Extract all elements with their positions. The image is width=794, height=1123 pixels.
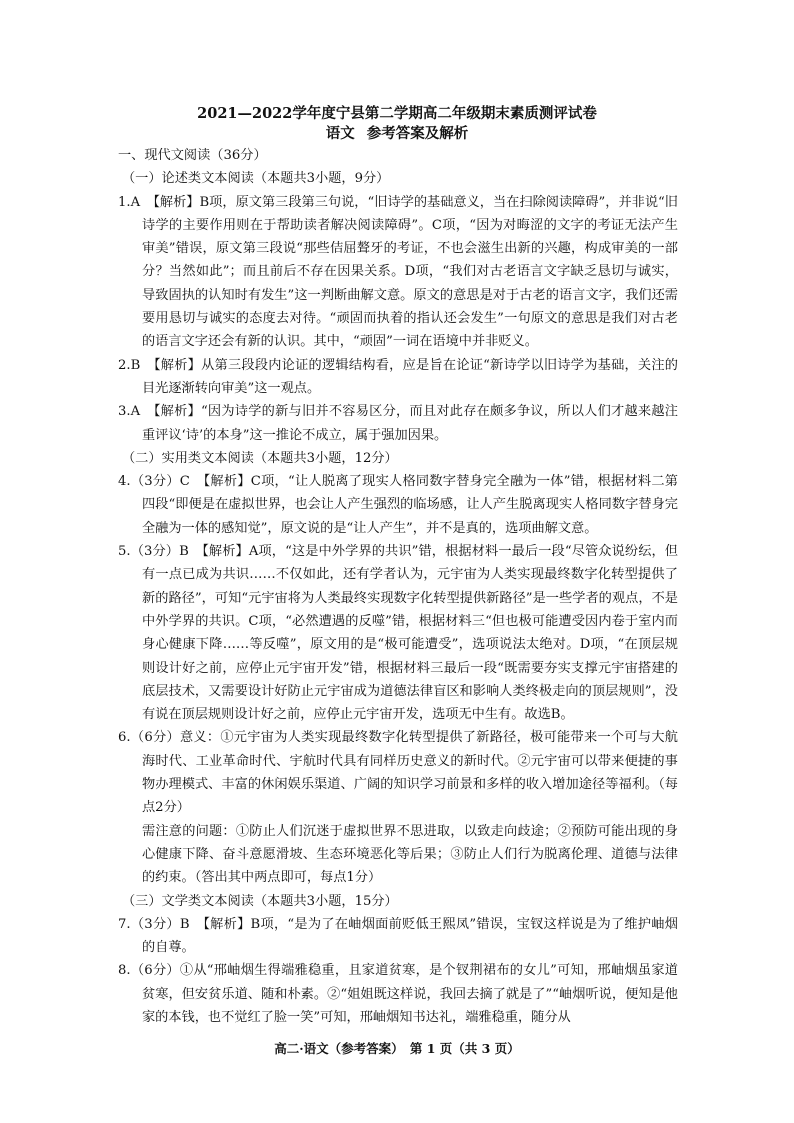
answer-item: 2.B 【解析】从第三段段内论证的逻辑结构看，应是旨在论证“新诗学以旧诗学为基础，关注的目光逐渐转向审美”这一观点。 — [118, 357, 678, 396]
subject-label: 语文 — [325, 125, 355, 142]
section-heading: 一、现代文阅读（36分） — [118, 148, 267, 163]
answer-item: 6.（6分）意义：①元宇宙为人类实现最终数字化转型提供了新路径，极可能带来一个可与大航海时代、工业革命时代、宇航时代具有同样历史意义的新时代。②元宇宙可以带来便捷的事物办理模式、丰富的休闲娱乐渠道、广阔的知识学习前景和多样的收入增加途径等福利。（每点2分） — [118, 730, 678, 816]
subsection-heading: （三）文学类文本阅读（本题共3小题，15分） — [122, 893, 398, 909]
answer-item: 7.（3分）B 【解析】B项，“是为了在岫烟面前贬低王熙凤”错误，宝钗这样说是为了维护岫烟的自尊。 — [118, 916, 678, 956]
subsection-heading: （二）实用类文本阅读（本题共3小题，12分） — [122, 450, 398, 466]
answer-body — [118, 144, 678, 1029]
answer-item: 8.（6分）①从“邢岫烟生得端雅稳重，且家道贫寒，是个钗荆裙布的女儿”可知，邢岫烟虽家道贫寒，但安贫乐道、随和朴素。②“姐姐既这样说，我回去摘了就是了”“岫烟听说，便知是他家的本钱，也不觉红了脸一笑”可知，邢岫烟知书达礼，端雅稳重，随分从 — [118, 963, 678, 1025]
subsection-heading: （一）论述类文本阅读（本题共3小题，9分） — [122, 171, 390, 187]
answer-item: 3.A 【解析】“因为诗学的新与旧并不容易区分，而且对此存在颇多争议，所以人们才越来越注重评议‘诗’的本身”这一推论不成立，属于强加因果。 — [118, 404, 678, 443]
answer-item: 4.（3分）C 【解析】C项，“让人脱离了现实人格同数字替身完全融为一体”错，根据材料二第四段“即便是在虚拟世界，也会让人产生强烈的临场感，让人产生脱离现实人格同数字替身完全融为一体的感知觉”，原文说的是“让人产生”，并不是真的，选项曲解文意。 — [118, 474, 678, 536]
answer-item-continuation: 需注意的问题：①防止人们沉迷于虚拟世界不思进取，以致走向歧途；②预防可能出现的身心健康下降、奋斗意愿滑坡、生态环境恶化等后果；③防止人们行为脱离伦理、道德与法律的约束。（答出其中两点即可，每点1分） — [142, 823, 678, 886]
page-footer: 高二·语文（参考答案） 第 1 页（共 3 页） — [274, 1041, 520, 1056]
subtitle-label: 参考答案及解析 — [366, 125, 469, 142]
answer-item: 5.（3分）B 【解析】A项，“这是中外学界的共识”错，根据材料一最后一段“尽管众说纷纭，但有一点已成为共识……不仅如此，还有学者认为，元宇宙为人类实现最终数字化转型提供了新的路径”，可知“元宇宙将为人类最终实现数字化转型提供新路径”是一些学者的观点，不是中外学界的共识。C项，“必然遭遇的反噬”错，根据材料三“但也极可能遭受因内卷于室内而身心健康下降……等反噬”，原文用的是“极可能遭受”，选项说法太绝对。D项，“在顶层规则设计好之前，应停止元宇宙开发”错，根据材料三最后一段“既需要夯实支撑元宇宙搭建的底层技术，又需要设计好防止元宇宙成为道德法律盲区和影响人类终极走向的顶层规则”，没有说在顶层规则设计好之前，应停止元宇宙开发，选项无中生有。故选B。 — [118, 544, 678, 723]
page-title: 2021—2022学年度宁县第二学期高二年级期末素质测评试卷 — [197, 105, 597, 122]
answer-item: 1.A 【解析】B项，原文第三段第三句说，“旧诗学的基础意义，当在扫除阅读障碍”，并非说“旧诗学的主要作用则在于帮助读者解决阅读障碍”。C项，“因为对晦涩的文字的考证无法产生审美”错误，原文第三段说“那些佶屈聱牙的考证，不也会滋生出新的兴趣，构成审美的一部分？当然如此”；而且前后不存在因果关系。D项，“我们对古老语言文字缺乏恳切与诚实，导致固执的认知时有发生”这一判断曲解文意。原文的意思是对于古老的语言文字，我们还需要用恳切与诚实的态度去对待。“顽固而执着的指认还会发生”一句原文的意思是我们对古老的语言文字还会有新的认识。其中，“顽固”一词在语境中并非贬义。 — [118, 194, 678, 350]
page-subtitle — [0, 124, 794, 144]
